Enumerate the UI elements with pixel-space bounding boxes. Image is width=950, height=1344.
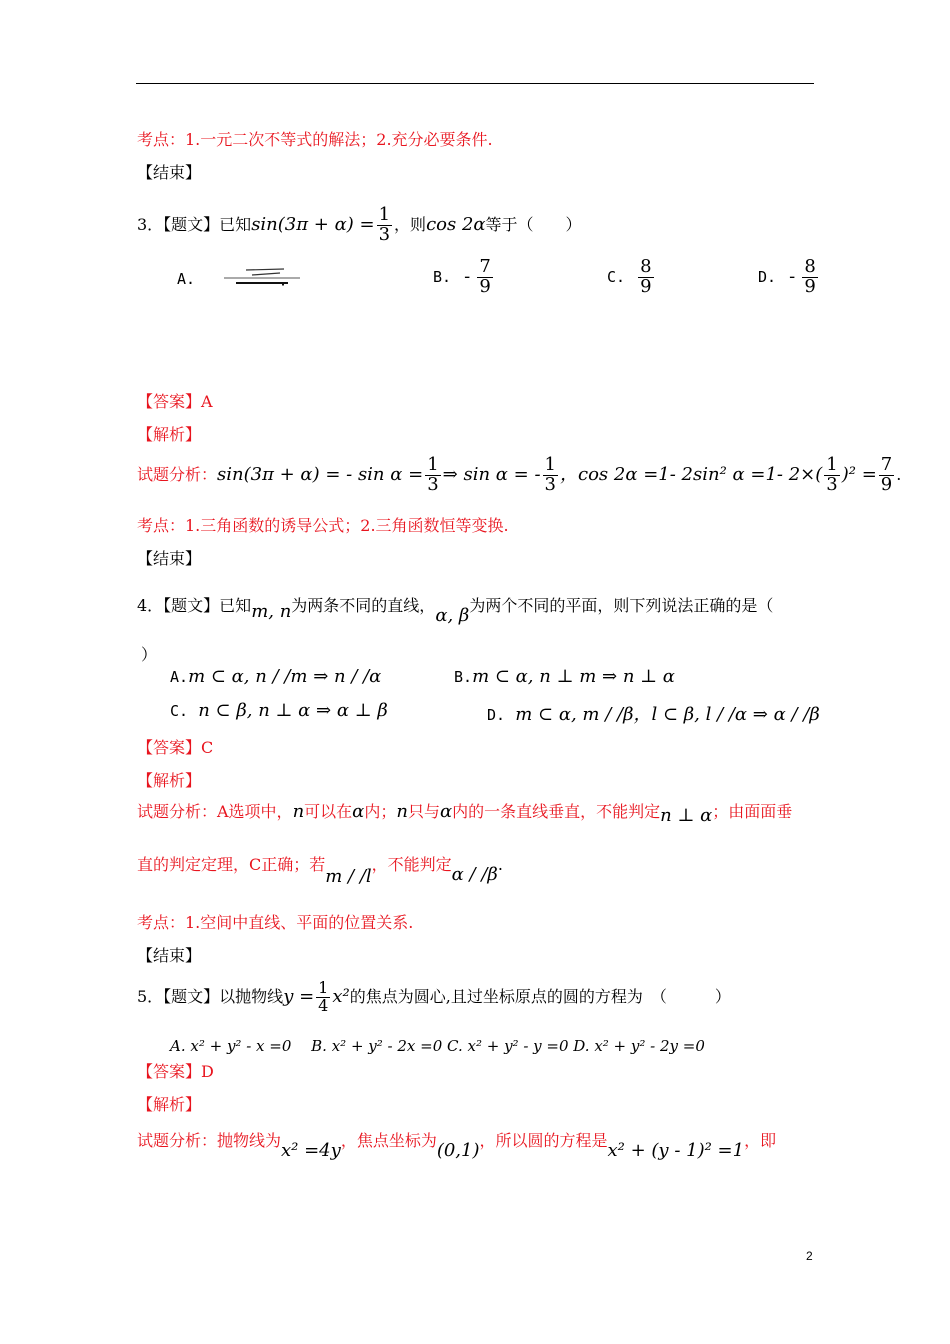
q4-alpha-beta: α, β xyxy=(435,605,470,626)
q3-option-c-den: 9 xyxy=(640,275,652,297)
q5-analysis-label: 【解析】 xyxy=(137,1095,202,1114)
question-3 xyxy=(137,206,582,245)
q3-analysis-frac1-den: 3 xyxy=(427,473,439,495)
q3-analysis-frac3-den: 3 xyxy=(826,473,838,495)
q3-analysis-frac3 xyxy=(824,456,839,495)
q5-answer-label: 【答案】 xyxy=(137,1062,202,1081)
q4-mn: m, n xyxy=(251,601,292,622)
q3-option-c-num: 8 xyxy=(640,256,652,277)
q4-mid1: 为两条不同的直线， xyxy=(291,596,436,615)
q3-analysis-part2: ⇒ sin α = - xyxy=(442,463,541,485)
q4-analysis-text-f: ；由面面垂 xyxy=(712,802,793,821)
q4-analysis-alpha1: α xyxy=(352,801,365,822)
q5-eq-left: y = xyxy=(283,985,315,1007)
q3-analysis-frac1-num: 1 xyxy=(427,454,439,475)
q4-option-b-expr: m ⊂ α, n ⊥ m ⇒ n ⊥ α xyxy=(472,666,675,687)
q4-option-c xyxy=(170,700,388,721)
q4-end: 【结束】 xyxy=(137,946,202,965)
q5-suffix: 的焦点为圆心,且过坐标原点的圆的方程为 （ ） xyxy=(349,986,731,1006)
q4-answer xyxy=(137,735,213,758)
q3-analysis-frac2 xyxy=(543,456,558,495)
q4-option-c-expr: n ⊂ β, n ⊥ α ⇒ α ⊥ β xyxy=(198,700,388,721)
q4-answer-label: 【答案】 xyxy=(137,738,202,757)
q3-option-b-den: 9 xyxy=(479,275,491,297)
q3-option-c-fraction xyxy=(638,258,653,297)
q4-option-a-label: A. xyxy=(170,668,189,686)
q4-option-a-expr: m ⊂ α, n / /m ⇒ n / /α xyxy=(188,666,382,687)
q4-analysis2-expr-m-parallel-l: m / /l xyxy=(325,866,372,887)
q5-analysis-text-c: ，所以圆的方程是 xyxy=(479,1131,608,1150)
q4-option-c-label: C. xyxy=(170,702,189,720)
q4-analysis2-text-a: 直的判定定理，C正确；若 xyxy=(137,855,326,874)
q3-option-c xyxy=(607,258,656,297)
q3-analysis-label: 【解析】 xyxy=(137,425,202,444)
q3-answer xyxy=(137,389,213,412)
q3-option-a-label: A. xyxy=(177,270,196,288)
q4-analysis2-end: . xyxy=(497,855,503,874)
q3-end: 【结束】 xyxy=(137,549,202,568)
q4-option-a xyxy=(170,666,381,687)
kaodian-prev: 考点：1.一元二次不等式的解法；2.充分必要条件. xyxy=(137,130,493,149)
q3-analysis-part4: )² = xyxy=(841,463,877,485)
q3-option-c-label: C. xyxy=(607,267,626,286)
q3-expr-left: sin(3π + α) = xyxy=(251,213,375,235)
end-marker-1: 【结束】 xyxy=(137,163,202,182)
q4-option-b-label: B. xyxy=(454,668,473,686)
q4-prefix: 4．【题文】已知 xyxy=(137,596,252,615)
q5-analysis-text-d: ，即 xyxy=(744,1131,777,1150)
q3-expr-right: cos 2α xyxy=(426,213,486,235)
q3-frac-den: 3 xyxy=(378,223,391,245)
q4-option-d-expr: m ⊂ α, m / /β，l ⊂ β, l / /α ⇒ α / /β xyxy=(515,704,820,725)
q4-answer-value: C xyxy=(201,738,214,757)
q5-analysis-expr1: x² =4y xyxy=(281,1140,341,1161)
q5-answer-value: D xyxy=(201,1062,214,1081)
question-4 xyxy=(137,593,774,626)
q4-mid2: 为两个不同的平面，则下列说法正确的是（ xyxy=(469,596,774,615)
page-number: 2 xyxy=(806,1249,813,1263)
q5-options: A. x² + y² - x =0 B. x² + y² - 2x =0 C. x² + y² - y =0 D. x² + y² - 2y =0 xyxy=(170,1037,705,1055)
q3-kaodian: 考点：1.三角函数的诱导公式；2.三角函数恒等变换. xyxy=(137,516,509,535)
q5-eq-right: x² xyxy=(332,985,350,1007)
q3-analysis-prefix: 试题分析： xyxy=(137,464,218,484)
header-rule xyxy=(136,83,814,84)
q4-analysis-text-b: 可以在 xyxy=(304,802,353,821)
q4-close-paren: ） xyxy=(141,645,158,664)
q5-answer xyxy=(137,1059,214,1082)
q5-fraction xyxy=(316,980,330,1015)
q3-option-d xyxy=(758,258,820,297)
q4-analysis-label: 【解析】 xyxy=(137,771,202,790)
q3-option-b-fraction xyxy=(477,258,492,297)
q3-option-b-num: 7 xyxy=(479,256,491,277)
q4-analysis-text-c: 内； xyxy=(364,802,397,821)
q3-analysis-part3: ，cos 2α =1- 2sin² α =1- 2×( xyxy=(560,463,823,485)
question-5 xyxy=(137,980,731,1015)
q5-analysis-text-b: ，焦点坐标为 xyxy=(340,1131,437,1150)
q4-analysis-text-a: 试题分析：A选项中， xyxy=(137,802,293,821)
q3-analysis-frac4 xyxy=(879,456,894,495)
q5-analysis-expr3: x² + (y - 1)² =1 xyxy=(607,1140,745,1161)
q3-analysis-frac4-den: 9 xyxy=(880,473,893,495)
q3-fraction xyxy=(377,206,392,245)
q4-analysis-text-d: 只与 xyxy=(407,802,440,821)
q5-frac-num: 1 xyxy=(318,978,329,997)
q3-option-d-den: 9 xyxy=(804,275,816,297)
q5-analysis xyxy=(137,1128,777,1161)
q5-prefix: 5．【题文】以抛物线 xyxy=(137,986,284,1006)
q3-option-b-label: B. xyxy=(433,267,452,286)
q3-answer-value: A xyxy=(201,392,213,411)
q4-analysis-expr-n-perp-alpha: n ⊥ α xyxy=(660,805,713,826)
q5-analysis-text-a: 试题分析：抛物线为 xyxy=(137,1131,282,1150)
q3-option-d-num: 8 xyxy=(804,256,816,277)
q3-analysis xyxy=(137,456,901,495)
q3-analysis-frac2-num: 1 xyxy=(544,454,556,475)
q4-analysis2-expr-alpha-parallel-beta: α / /β xyxy=(451,864,498,885)
q3-suffix: 等于（ ） xyxy=(485,214,582,234)
q3-analysis-part1: sin(3π + α) = - sin α = xyxy=(217,463,424,485)
q4-option-d-label: D. xyxy=(487,706,506,724)
q4-analysis-n2: n xyxy=(396,801,408,822)
q3-option-b xyxy=(433,258,495,297)
q3-analysis-frac4-num: 7 xyxy=(880,454,893,475)
q4-option-b xyxy=(454,666,675,687)
q3-option-b-sign: - xyxy=(464,265,471,287)
q3-option-d-fraction xyxy=(802,258,817,297)
q3-option-d-label: D. xyxy=(758,267,777,286)
q3-analysis-frac3-num: 1 xyxy=(826,454,838,475)
q3-prefix: 3．【题文】已知 xyxy=(137,214,252,234)
q4-analysis-n1: n xyxy=(292,801,305,822)
q3-analysis-frac2-den: 3 xyxy=(544,473,556,495)
q4-analysis-line-1 xyxy=(137,799,793,826)
q4-analysis-text-e: 内的一条直线垂直，不能判定 xyxy=(452,802,661,821)
q4-analysis2-text-b: ，不能判定 xyxy=(371,855,452,874)
q3-frac-num: 1 xyxy=(378,204,391,225)
q3-option-a-garbled-image xyxy=(222,266,302,290)
q4-analysis-line-2 xyxy=(137,852,503,887)
q5-analysis-expr2: (0,1) xyxy=(436,1140,480,1161)
q3-answer-label: 【答案】 xyxy=(137,392,202,411)
q3-option-d-sign: - xyxy=(789,265,796,287)
q4-option-d xyxy=(487,700,820,726)
q4-analysis-alpha2: α xyxy=(439,801,453,822)
q4-kaodian: 考点：1.空间中直线、平面的位置关系. xyxy=(137,913,414,932)
q3-analysis-end: . xyxy=(896,464,902,484)
q3-analysis-frac1 xyxy=(425,456,440,495)
q3-mid: ，则 xyxy=(394,214,427,234)
q5-frac-den: 4 xyxy=(318,995,329,1015)
